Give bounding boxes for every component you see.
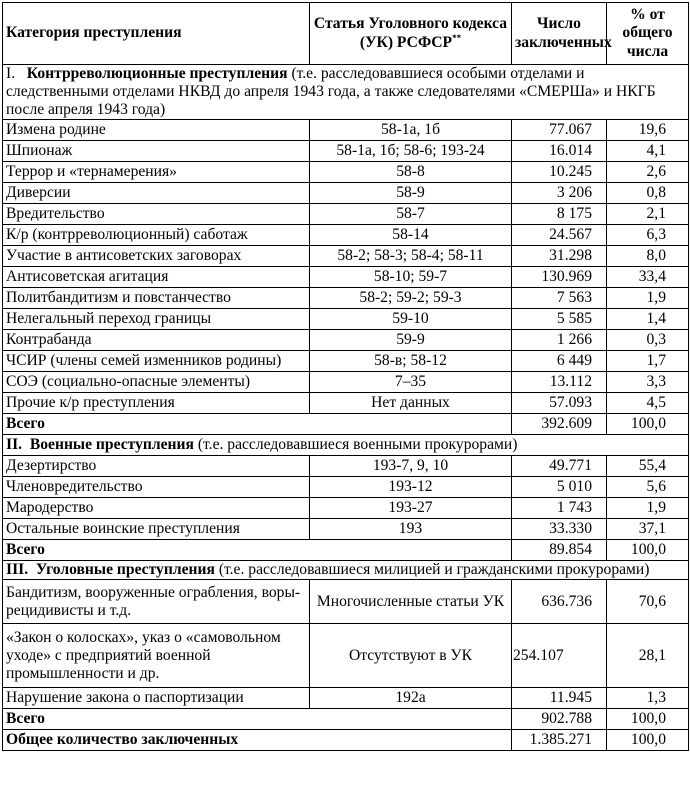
cell-category: Нелегальный переход границы <box>3 309 310 330</box>
cell-count: 6 449 <box>512 351 607 372</box>
cell-article: 58-7 <box>310 204 512 225</box>
section-note: (т.е. расследовавшиеся военными прокурорами) <box>197 436 518 454</box>
cell-percent: 8,0 <box>607 246 689 267</box>
cell-count: 3 206 <box>512 183 607 204</box>
section-cell <box>3 561 689 580</box>
table-row <box>3 477 689 498</box>
total-row <box>3 540 689 561</box>
cell-count: 11.945 <box>512 688 607 709</box>
cell-article: 58-1а, 1б; 58-6; 193-24 <box>310 141 512 162</box>
table-row <box>3 330 689 351</box>
cell-count: 130.969 <box>512 267 607 288</box>
cell-category: Бандитизм, вооруженные ограбления, воры-рецидивисты и т.д. <box>3 580 310 624</box>
cell-category: ЧСИР (члены семей изменников родины) <box>3 351 310 372</box>
table-row <box>3 288 689 309</box>
cell-percent: 2,6 <box>607 162 689 183</box>
cell-percent: 2,1 <box>607 204 689 225</box>
header-article-mark: ** <box>452 32 462 43</box>
table-row <box>3 246 689 267</box>
cell-category: Мародерство <box>3 498 310 519</box>
table-row <box>3 351 689 372</box>
cell-category: «Закон о колосках», указ о «самовольном уходе» с предприятий военной промышленности и др. <box>3 624 310 688</box>
cell-category: Вредительство <box>3 204 310 225</box>
cell-category: Нарушение закона о паспортизации <box>3 688 310 709</box>
cell-percent: 1,7 <box>607 351 689 372</box>
cell-count: 10.245 <box>512 162 607 183</box>
header-count: Число заключенных <box>512 3 607 65</box>
section-note: (т.е. расследовавшиеся милицией и гражданскими прокурорами) <box>218 561 650 579</box>
table-row <box>3 225 689 246</box>
cell-count: 1 743 <box>512 498 607 519</box>
cell-article: 58-8 <box>310 162 512 183</box>
cell-category: Дезертирство <box>3 456 310 477</box>
cell-percent: 4,5 <box>607 393 689 414</box>
cell-count: 5 585 <box>512 309 607 330</box>
grand-total-percent: 100,0 <box>607 730 689 751</box>
cell-article: 58-2; 58-3; 58-4; 58-11 <box>310 246 512 267</box>
table-row <box>3 183 689 204</box>
total-label: Всего <box>3 414 512 435</box>
total-label: Всего <box>3 540 512 561</box>
cell-article: 58-14 <box>310 225 512 246</box>
total-percent: 100,0 <box>607 540 689 561</box>
table-header-row <box>3 3 689 65</box>
cell-percent: 70,6 <box>607 580 689 624</box>
cell-article: Нет данных <box>310 393 512 414</box>
table-row <box>3 393 689 414</box>
table-row <box>3 309 689 330</box>
total-percent: 100,0 <box>607 414 689 435</box>
cell-percent: 1,4 <box>607 309 689 330</box>
section-number: I. <box>6 65 16 82</box>
total-label: Всего <box>3 709 512 730</box>
table-row <box>3 120 689 141</box>
cell-percent: 1,9 <box>607 498 689 519</box>
cell-category: Остальные воинские преступления <box>3 519 310 540</box>
cell-count: 24.567 <box>512 225 607 246</box>
total-percent: 100,0 <box>607 709 689 730</box>
cell-percent: 33,4 <box>607 267 689 288</box>
cell-category: Прочие к/р преступления <box>3 393 310 414</box>
cell-count: 254.107 <box>512 624 607 688</box>
table-row <box>3 498 689 519</box>
cell-count: 16.014 <box>512 141 607 162</box>
cell-article: 193-12 <box>310 477 512 498</box>
section-cell <box>3 435 689 456</box>
cell-count: 7 563 <box>512 288 607 309</box>
cell-article: 59-10 <box>310 309 512 330</box>
table-row <box>3 624 689 688</box>
table-row <box>3 372 689 393</box>
table-row <box>3 580 689 624</box>
cell-count: 33.330 <box>512 519 607 540</box>
cell-category: Политбандитизм и повстанчество <box>3 288 310 309</box>
cell-category: Террор и «тернамерения» <box>3 162 310 183</box>
table-row <box>3 688 689 709</box>
cell-percent: 3,3 <box>607 372 689 393</box>
table-row <box>3 456 689 477</box>
section-cell <box>3 65 689 120</box>
cell-article: 58-1а, 1б <box>310 120 512 141</box>
cell-category: Участие в антисоветских заговорах <box>3 246 310 267</box>
section-title: Военные преступления <box>29 436 194 454</box>
cell-article: 59-9 <box>310 330 512 351</box>
header-category: Категория преступления <box>3 3 310 65</box>
cell-percent: 1,3 <box>607 688 689 709</box>
section-note: (т.е. расследовавшиеся особыми отделами и следственными отделами НКВД до апреля 1943 года, а также следователями «СМЕРШа» и НКГБ после апреля 1943 года) <box>6 65 656 119</box>
cell-percent: 55,4 <box>607 456 689 477</box>
cell-percent: 28,1 <box>607 624 689 688</box>
section-row <box>3 561 689 580</box>
section-number: II. <box>6 436 23 454</box>
cell-count: 31.298 <box>512 246 607 267</box>
cell-count: 57.093 <box>512 393 607 414</box>
cell-article: 192а <box>310 688 512 709</box>
cell-category: К/р (контрреволюционный) саботаж <box>3 225 310 246</box>
cell-category: Антисоветская агитация <box>3 267 310 288</box>
cell-category: СОЭ (социально-опасные элементы) <box>3 372 310 393</box>
cell-category: Диверсии <box>3 183 310 204</box>
cell-article: 193-27 <box>310 498 512 519</box>
header-article-text: Статья Уголовного кодекса (УК) РСФСР <box>313 15 508 51</box>
grand-total-row <box>3 730 689 751</box>
cell-percent: 0,8 <box>607 183 689 204</box>
cell-article: Многочисленные статьи УК <box>310 580 512 624</box>
section-number: III. <box>6 561 29 579</box>
cell-article: 58-в; 58-12 <box>310 351 512 372</box>
section-row <box>3 65 689 120</box>
cell-count: 5 010 <box>512 477 607 498</box>
cell-article: 193 <box>310 519 512 540</box>
table-row <box>3 141 689 162</box>
cell-percent: 5,6 <box>607 477 689 498</box>
cell-category: Измена родине <box>3 120 310 141</box>
cell-article: 58-10; 59-7 <box>310 267 512 288</box>
cell-count: 77.067 <box>512 120 607 141</box>
total-row <box>3 709 689 730</box>
total-count: 89.854 <box>512 540 607 561</box>
table-row <box>3 162 689 183</box>
section-title: Уголовные преступления <box>35 561 215 579</box>
cell-count: 1 266 <box>512 330 607 351</box>
cell-category: Контрабанда <box>3 330 310 351</box>
cell-count: 636.736 <box>512 580 607 624</box>
cell-article: 58-9 <box>310 183 512 204</box>
cell-percent: 4,1 <box>607 141 689 162</box>
cell-count: 13.112 <box>512 372 607 393</box>
header-article <box>310 3 512 65</box>
table-row <box>3 519 689 540</box>
total-count: 902.788 <box>512 709 607 730</box>
total-row <box>3 414 689 435</box>
cell-article: 7–35 <box>310 372 512 393</box>
table-row <box>3 204 689 225</box>
section-row <box>3 435 689 456</box>
cell-count: 8 175 <box>512 204 607 225</box>
cell-article: 193-7, 9, 10 <box>310 456 512 477</box>
total-count: 392.609 <box>512 414 607 435</box>
cell-count: 49.771 <box>512 456 607 477</box>
table-row <box>3 267 689 288</box>
cell-percent: 0,3 <box>607 330 689 351</box>
prisoners-table <box>2 2 689 751</box>
cell-category: Членовредительство <box>3 477 310 498</box>
section-title: Контрреволюционные преступления <box>26 65 288 82</box>
grand-total-label: Общее количество заключенных <box>3 730 512 751</box>
cell-category: Шпионаж <box>3 141 310 162</box>
cell-percent: 6,3 <box>607 225 689 246</box>
grand-total-count: 1.385.271 <box>512 730 607 751</box>
cell-percent: 19,6 <box>607 120 689 141</box>
cell-article: Отсутствуют в УК <box>310 624 512 688</box>
cell-article: 58-2; 59-2; 59-3 <box>310 288 512 309</box>
header-percent: % от общего числа <box>607 3 689 65</box>
cell-percent: 37,1 <box>607 519 689 540</box>
cell-percent: 1,9 <box>607 288 689 309</box>
